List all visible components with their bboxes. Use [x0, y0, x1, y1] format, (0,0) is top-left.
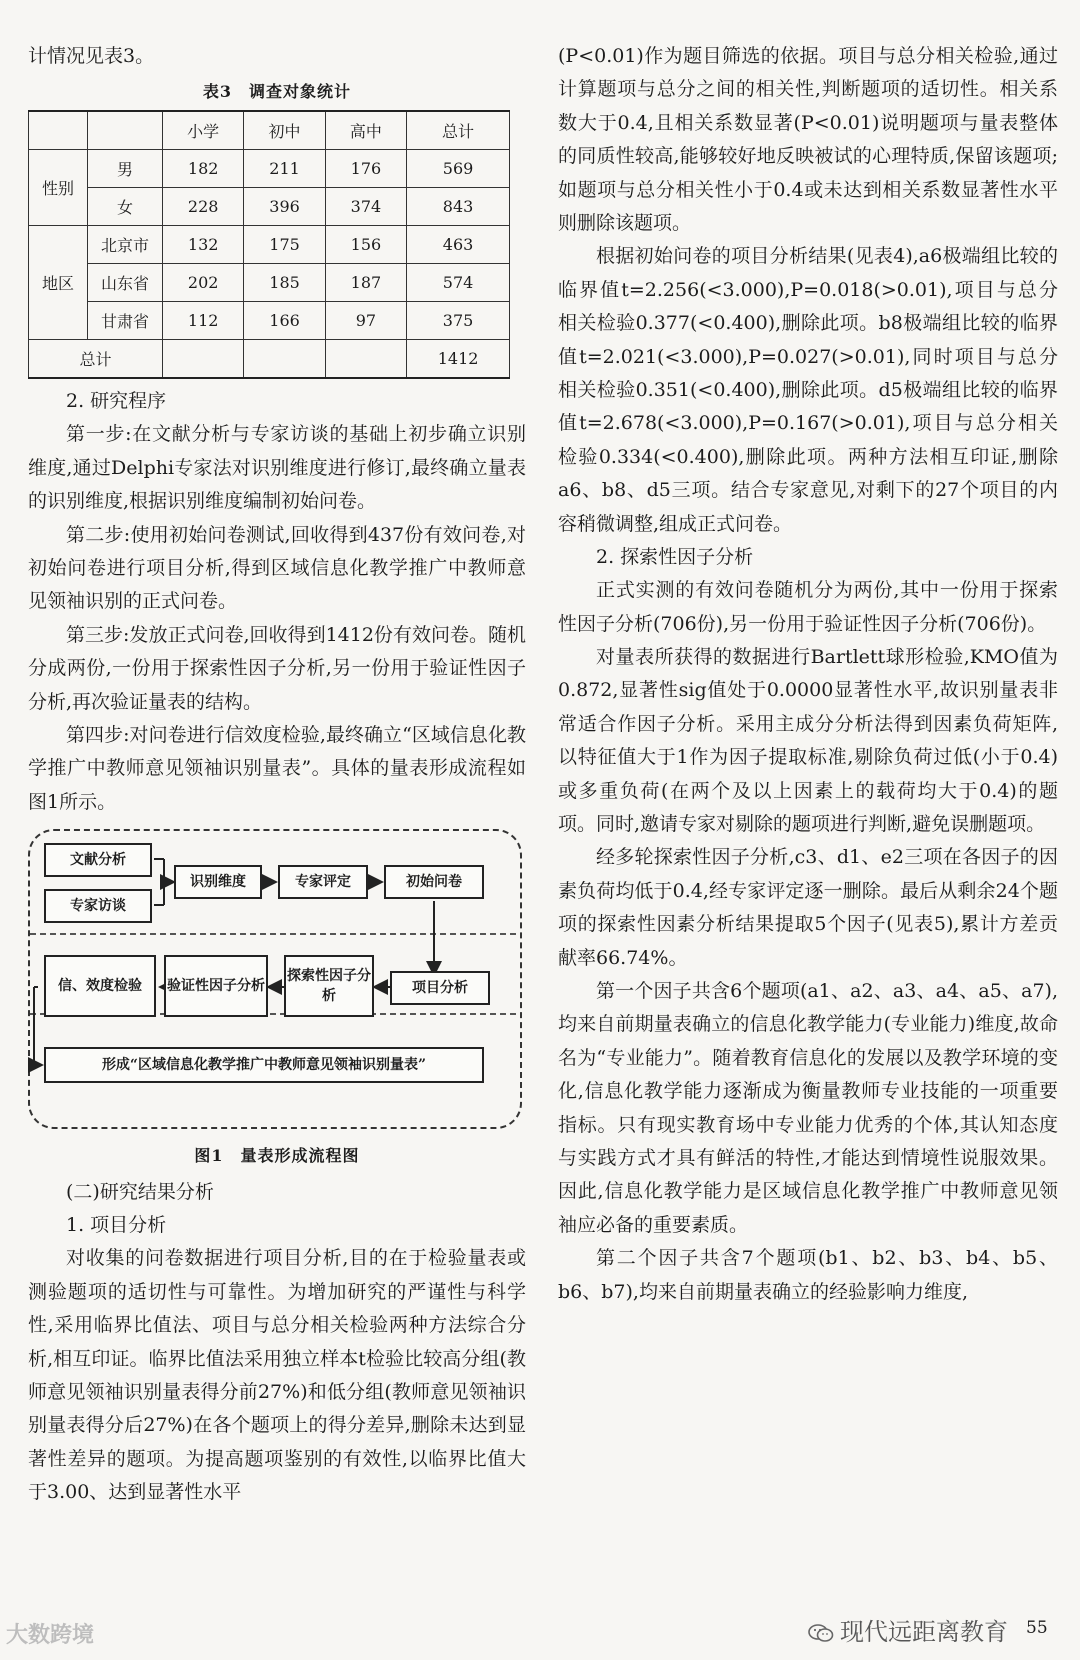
- paragraph: 第一个因子共含6个题项(a1、a2、a3、a4、a5、a7),均来自前期量表确立的信息化教学能力(专业能力)维度,故命名为“专业能力”。随着教育信息化的发展以及教学环境的变化,信息化教学能力逐渐成为衡量教师专业技能的一项重要指标。只有现实教育场中专业能力优秀的个体,其认知态度与实践方式才具有鲜活的特性,才能达到情境性说服效果。因此,信息化教学能力是区域信息化教学推广中教师意见领袖应必备的重要素质。: [558, 979, 1058, 1236]
- table-cell: 228: [163, 188, 244, 226]
- wechat-icon: [808, 1623, 834, 1643]
- table-row: [29, 302, 510, 340]
- paragraph: 正式实测的有效问卷随机分为两份,其中一份用于探索性因子分析(706份),另一份用于验证性因子分析(706份)。: [558, 579, 1058, 635]
- table-cell: 97: [325, 302, 406, 340]
- watermark-right: [808, 1612, 1008, 1647]
- total-value: 1412: [407, 340, 510, 379]
- watermark-text: 现代远距离教育: [840, 1618, 1008, 1646]
- table-cell: 176: [325, 150, 406, 188]
- table-cell: 132: [163, 226, 244, 264]
- table-caption: 表3 调查对象统计: [202, 82, 352, 102]
- literature-analysis-box: 文献分析: [44, 843, 152, 877]
- expert-evaluation-box: 专家评定: [278, 865, 368, 899]
- paragraph: 对收集的问卷数据进行项目分析,目的在于检验量表或测验题项的适切性与可靠性。为增加研究的严谨性与科学性,采用临界比值法、项目与总分相关检验两种方法综合分析,相互印证。临界比值法采用独立样本t检验比较高分组(教师意见领袖识别量表得分前27%)和低分组(教师意见领袖识别量表得分后27%)在各个题项上的得分差异,删除未达到显著性差异的题项。为提高题项鉴别的有效性,以临界比值大于3.00、达到显著性水平: [28, 1247, 526, 1504]
- group-label: 地区: [29, 226, 88, 340]
- paragraph: (P<0.01)作为题目筛选的依据。项目与总分相关检验,通过计算题项与总分之间的相关性,判断题项的适切性。相关系数大于0.4,且相关系数显著(P<0.01)说明题项与量表整体的同质性较高,能够较好地反映被试的心理特质,保留该题项;如题项与总分相关性小于0.4或未达到相关系数显著性水平则删除该题项。: [558, 45, 1058, 235]
- table-header-cell: 高中: [325, 111, 406, 150]
- reliability-validity-box: 信、效度检验: [44, 955, 156, 1017]
- table-cell: 211: [244, 150, 325, 188]
- section-heading: 2. 探索性因子分析: [596, 546, 754, 569]
- table-row: [29, 150, 510, 188]
- section-heading: 1. 项目分析: [66, 1214, 167, 1237]
- table-total-row: [29, 340, 510, 379]
- row-label: 女: [88, 188, 163, 226]
- table-cell: 156: [325, 226, 406, 264]
- section-heading: (二)研究结果分析: [66, 1181, 214, 1204]
- final-scale-box: 形成“区域信息化教学推广中教师意见领袖识别量表”: [44, 1047, 484, 1083]
- initial-questionnaire-box: 初始问卷: [384, 865, 484, 899]
- total-label: 总计: [29, 340, 163, 379]
- table-header-row: [29, 111, 510, 150]
- table-cell: 396: [244, 188, 325, 226]
- table-cell: 463: [407, 226, 510, 264]
- table-row: [29, 264, 510, 302]
- confirmatory-factor-box: 验证性因子分析: [164, 955, 268, 1017]
- table-cell: 569: [407, 150, 510, 188]
- paragraph: 第二个因子共含7个题项(b1、b2、b3、b4、b5、b6、b7),均来自前期量表确立的经验影响力维度,: [558, 1247, 1058, 1303]
- page-number: 55: [1026, 1618, 1048, 1638]
- expert-interview-box: 专家访谈: [44, 889, 152, 923]
- paragraph: 第二步:使用初始问卷测试,回收得到437份有效问卷,对初始问卷进行项目分析,得到区域信息化教学推广中教师意见领袖识别的正式问卷。: [28, 523, 526, 613]
- paragraph: 经多轮探索性因子分析,c3、d1、e2三项在各因子的因素负荷均低于0.4,经专家评定逐一删除。最后从剩余24个题项的探索性因素分析结果提取5个因子(见表5),累计方差贡献率66.74%。: [558, 846, 1058, 969]
- section-heading: 2. 研究程序: [66, 390, 167, 413]
- table-cell: 187: [325, 264, 406, 302]
- identification-dimension-box: 识别维度: [174, 865, 262, 899]
- group-label: 性别: [29, 150, 88, 226]
- row-label: 山东省: [88, 264, 163, 302]
- table-header-cell: 总计: [407, 111, 510, 150]
- right-column: [558, 40, 1058, 1309]
- table-cell: 175: [244, 226, 325, 264]
- paragraph: 根据初始问卷的项目分析结果(见表4),a6极端组比较的临界值t=2.256(<3.000),P=0.018(>0.01),项目与总分相关检验0.377(<0.400),删除此项。b8极端组比较的临界值t=2.021(<3.000),P=0.027(>0.01),同时项目与总分相关检验0.351(<0.400),删除此项。d5极端组比较的临界值t=2.678(<3.000),P=0.167(>0.01),项目与总分相关检验0.334(<0.400),删除此项。两种方法相互印证,删除a6、b8、d5三项。结合专家意见,对剩下的27个项目的内容稍微调整,组成正式问卷。: [558, 245, 1058, 535]
- paragraph: 对量表所获得的数据进行Bartlett球形检验,KMO值为0.872,显著性sig值处于0.0000显著性水平,故识别量表非常适合作因子分析。采用主成分分析法得到因素负荷矩阵,以特征值大于1作为因子提取标准,剔除负荷过低(小于0.4)或多重负荷(在两个及以上因素上的载荷均大于0.4)的题项。同时,邀请专家对剔除的题项进行判断,避免误删题项。: [558, 645, 1058, 835]
- paragraph: 第三步:发放正式问卷,回收得到1412份有效问卷。随机分成两份,一份用于探索性因子分析,另一份用于验证性因子分析,再次验证量表的结构。: [28, 623, 526, 713]
- table-row: [29, 188, 510, 226]
- row-label: 甘肃省: [88, 302, 163, 340]
- table-cell: 185: [244, 264, 325, 302]
- flowchart: [28, 829, 522, 1129]
- table-header-cell: 初中: [244, 111, 325, 150]
- watermark-left: 大数跨境: [6, 1623, 95, 1648]
- row-label: 男: [88, 150, 163, 188]
- table-cell: 843: [407, 188, 510, 226]
- survey-statistics-table: [28, 110, 510, 379]
- item-analysis-box: 项目分析: [390, 971, 490, 1005]
- table-cell: 166: [244, 302, 325, 340]
- left-column: [28, 40, 526, 1510]
- table-cell: 202: [163, 264, 244, 302]
- page-footer: [0, 1608, 1080, 1648]
- table-cell: 182: [163, 150, 244, 188]
- paragraph: 计情况见表3。: [28, 45, 155, 67]
- table-row: [29, 226, 510, 264]
- table-cell: 574: [407, 264, 510, 302]
- table-cell: 112: [163, 302, 244, 340]
- exploratory-factor-box: 探索性因子分析: [284, 955, 374, 1017]
- table-cell: 375: [407, 302, 510, 340]
- table-header-cell: 小学: [163, 111, 244, 150]
- paragraph: 第四步:对问卷进行信效度检验,最终确立“区域信息化教学推广中教师意见领袖识别量表”。具体的量表形成流程如图1所示。: [28, 724, 526, 813]
- table-cell: 374: [325, 188, 406, 226]
- paragraph: 第一步:在文献分析与专家访谈的基础上初步确立识别维度,通过Delphi专家法对识别维度进行修订,最终确立量表的识别维度,根据识别维度编制初始问卷。: [28, 423, 526, 513]
- figure-caption: 图1 量表形成流程图: [194, 1146, 360, 1166]
- row-label: 北京市: [88, 226, 163, 264]
